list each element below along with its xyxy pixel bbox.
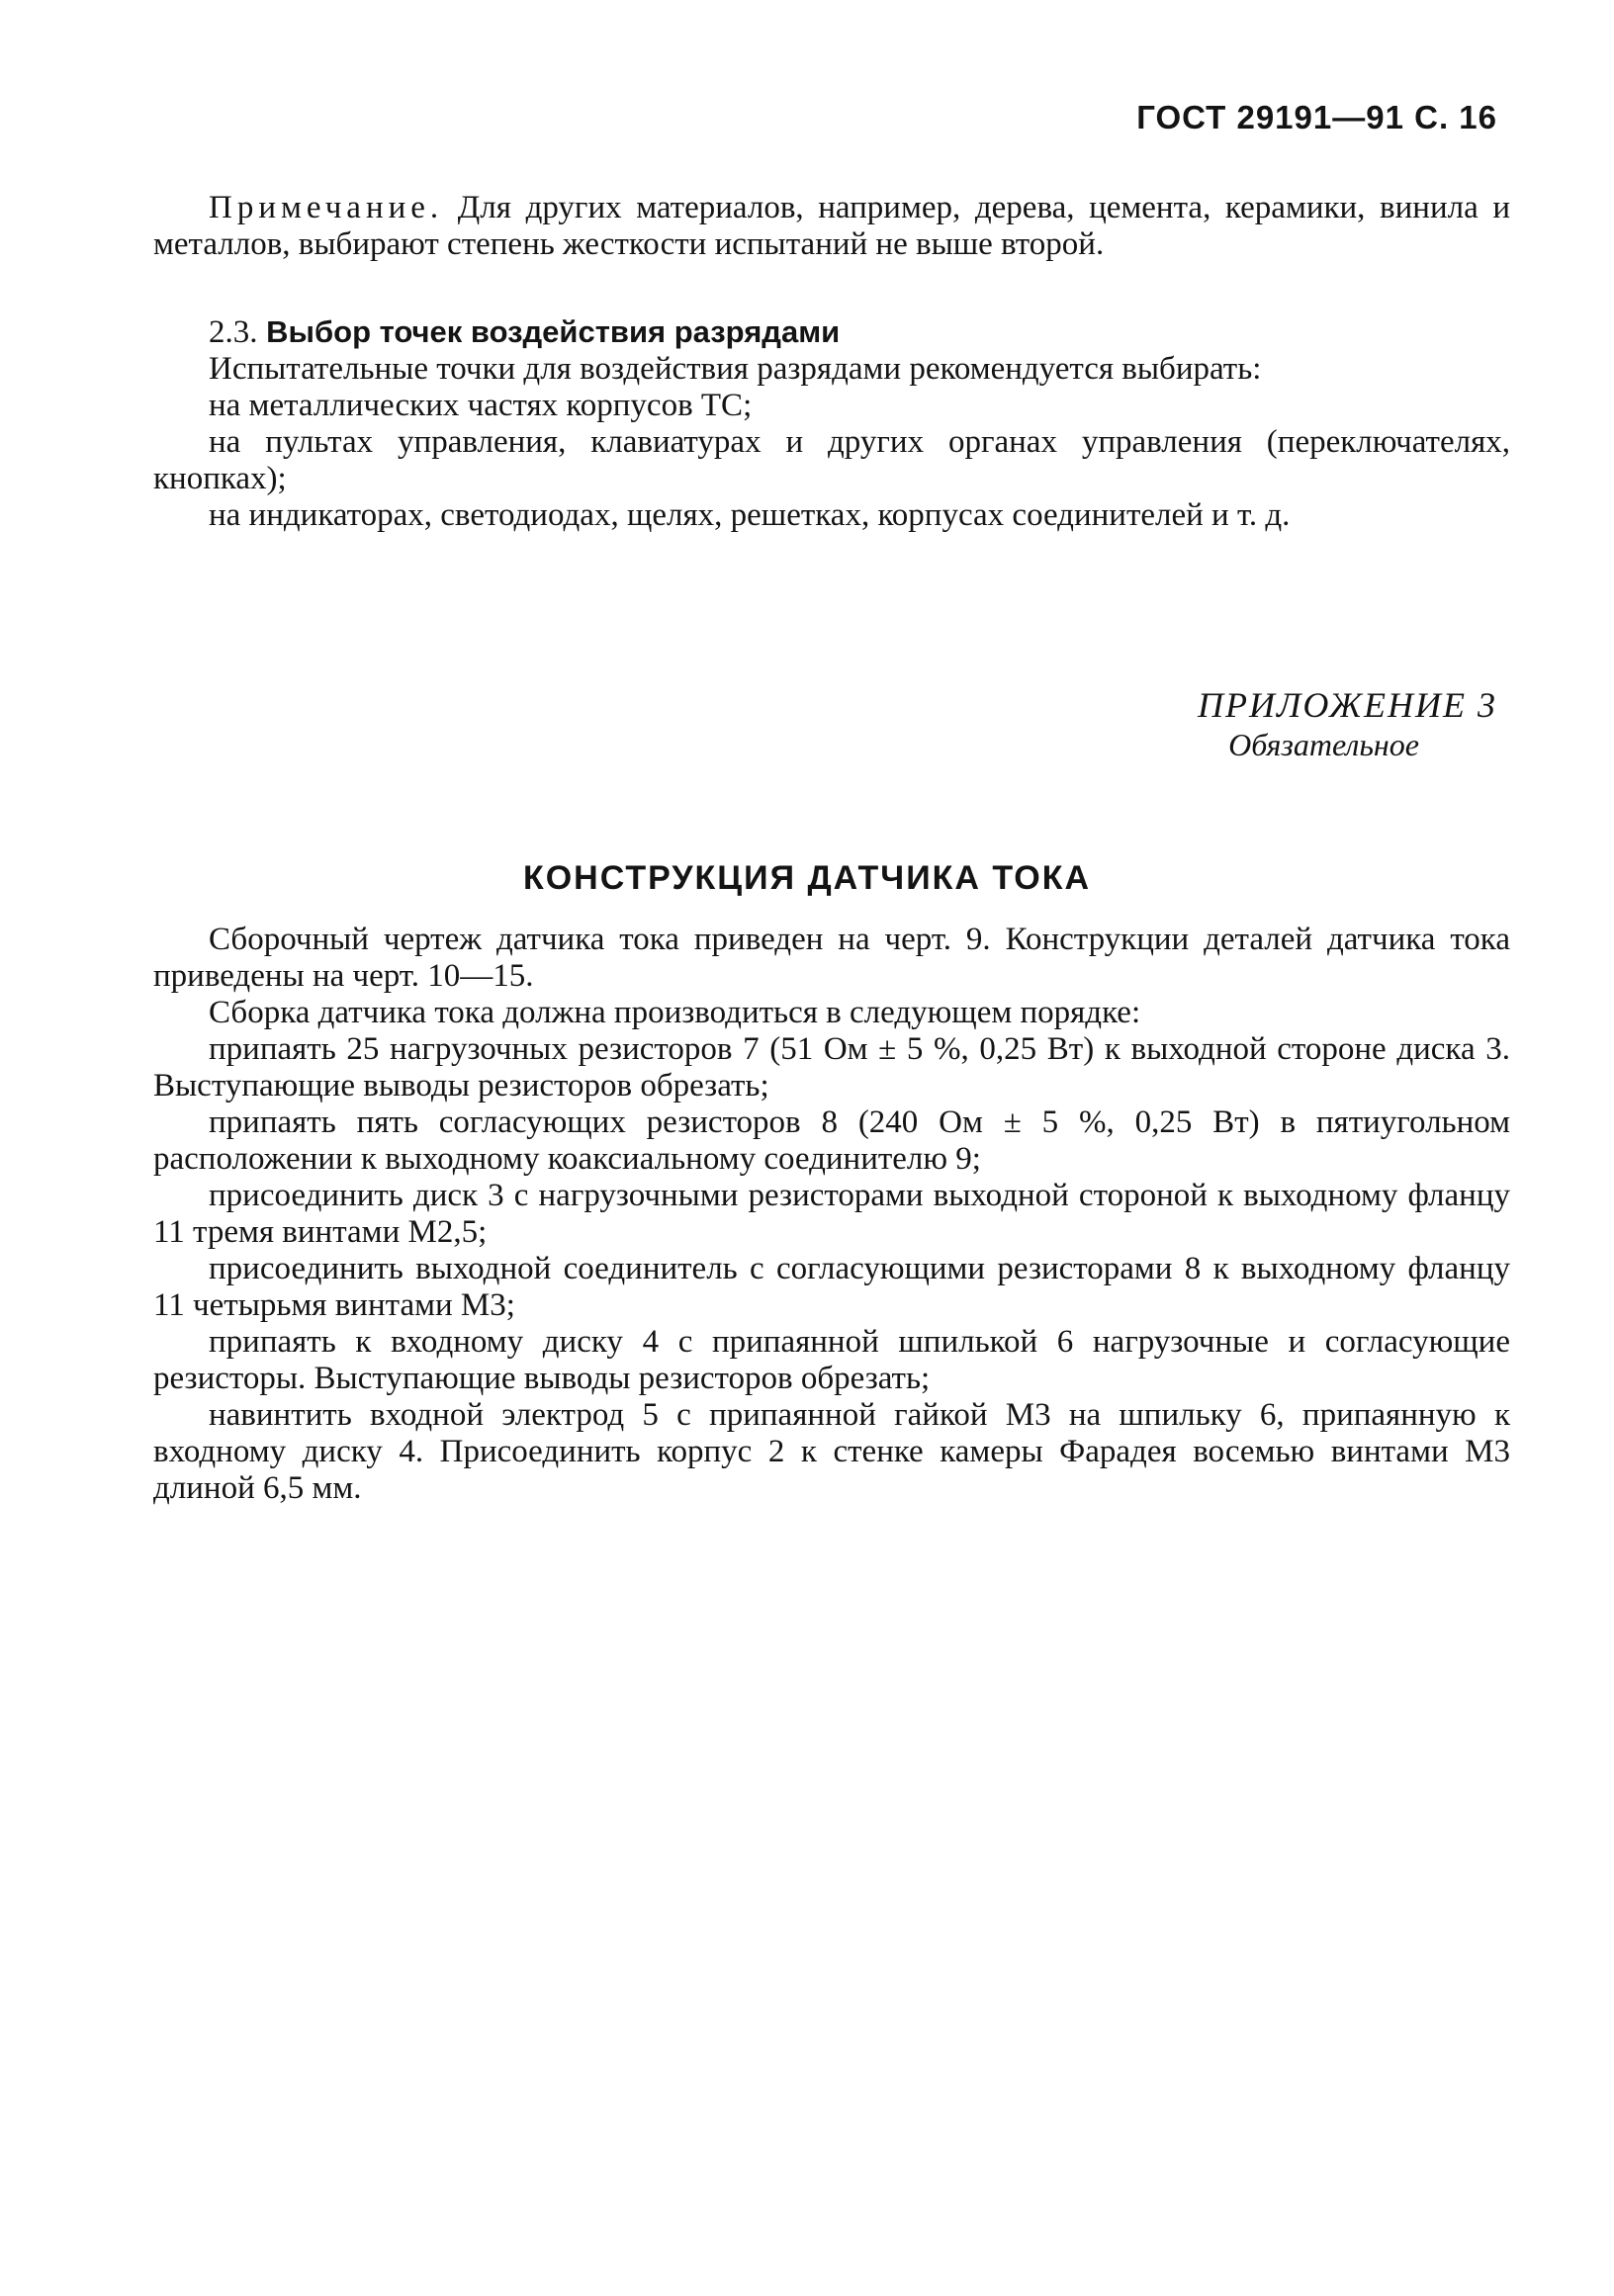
main-title: КОНСТРУКЦИЯ ДАТЧИКА ТОКА [522,859,1092,897]
section-heading [153,313,1510,351]
appendix-status: Обязательное [1228,727,1419,762]
body-paragraph: навинтить входной электрод 5 с припаянной гайкой М3 на шпильку 6, припаянную к входному диску 4. Присоединить корпус 2 к стенке камеры Фарадея восемью винтами М3 длиной 6,5 мм. [153,1397,1510,1506]
section-title: Выбор точек воздействия разрядами [266,314,841,349]
body-paragraph: присоединить выходной соединитель с согласующими резисторами 8 к выходному фланцу 11 четырьмя винтами М3; [153,1251,1510,1323]
body-text [153,922,1510,1507]
body-paragraph: припаять пять согласующих резисторов 8 (240 Ом ± 5 %, 0,25 Вт) в пятиугольном расположении к выходному коаксиальному соединителю 9; [153,1104,1510,1177]
note-paragraph [153,190,1510,263]
page-header: ГОСТ 29191—91 С. 16 [1136,99,1497,135]
section-intro: Испытательные точки для воздействия разрядами рекомендуется выбирать: [209,351,1262,387]
body-paragraph: Сборочный чертеж датчика тока приведен на черт. 9. Конструкции деталей датчика тока приведены на черт. 10—15. [153,922,1510,994]
appendix-label: ПРИЛОЖЕНИЕ 3 [1198,685,1497,725]
section-item: на индикаторах, светодиодах, щелях, решетках, корпусах соединителей и т. д. [209,497,1291,533]
body-paragraph: Сборка датчика тока должна производиться в следующем порядке: [209,995,1141,1030]
note-block [153,190,1510,263]
section-number: 2.3. [209,314,258,350]
body-paragraph: присоединить диск 3 с нагрузочными резисторами выходной стороной к выходному фланцу 11 тремя винтами М2,5; [153,1178,1510,1250]
note-label: Примечание. [209,190,444,225]
section-2-3 [153,313,1510,534]
body-paragraph: припаять 25 нагрузочных резисторов 7 (51 Ом ± 5 %, 0,25 Вт) к выходной стороне диска 3. Выступающие выводы резисторов обрезать; [153,1031,1510,1104]
section-item: на пультах управления, клавиатурах и других органах управления (переключателях, кнопках); [153,424,1510,496]
section-item: на металлических частях корпусов ТС; [209,388,753,423]
body-paragraph: припаять к входному диску 4 с припаянной шпилькой 6 нагрузочные и согласующие резисторы. Выступающие выводы резисторов обрезать; [153,1324,1510,1396]
note-text: Для других материалов, например, дерева, цемента, керамики, винила и металлов, выбирают степень жесткости испытаний не выше второй. [153,190,1510,262]
